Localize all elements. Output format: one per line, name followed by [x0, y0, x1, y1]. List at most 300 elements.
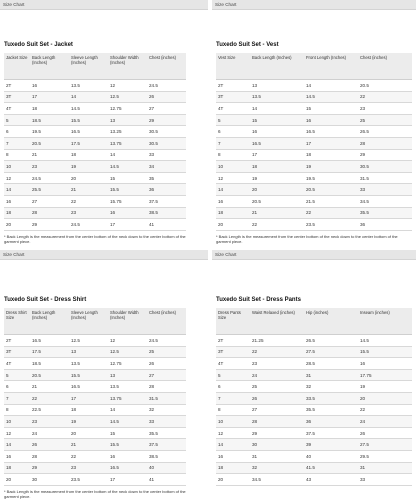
table-cell: 21 — [250, 207, 304, 219]
table-row — [4, 161, 186, 173]
table-cell: 13.75 — [108, 392, 147, 404]
table-cell: 24.5 — [147, 80, 186, 92]
table-cell: 2T — [216, 80, 250, 92]
table-cell: 14.5 — [69, 103, 108, 115]
table-row — [4, 462, 186, 474]
vest-note: * Back Length is the measurement from the center bottom of the neck down to the center bottom of the garment piece. — [216, 233, 398, 244]
table-cell: 18 — [4, 462, 30, 474]
table-cell: 16.5 — [69, 126, 108, 138]
table-cell: 16.5 — [250, 137, 304, 149]
table-cell: 22.5 — [30, 404, 69, 416]
table-cell: 26 — [30, 439, 69, 451]
table-cell: 38.5 — [147, 207, 186, 219]
table-row — [216, 126, 412, 138]
table-row — [216, 219, 412, 231]
column-header: Inseam (inches) — [358, 308, 412, 335]
table-cell: 40 — [147, 462, 186, 474]
column-header: Sleeve Length (Inches) — [69, 308, 108, 335]
table-cell: 25 — [250, 381, 304, 393]
table-cell: 21 — [69, 184, 108, 196]
table-cell: 13 — [250, 80, 304, 92]
table-cell: 19.5 — [304, 172, 358, 184]
table-cell: 33 — [147, 416, 186, 428]
table-cell: 3T — [216, 346, 250, 358]
table-cell: 18 — [69, 404, 108, 416]
table-row — [216, 195, 412, 207]
table-cell: 21.5 — [304, 195, 358, 207]
table-cell: 5 — [216, 369, 250, 381]
table-cell: 13.75 — [108, 137, 147, 149]
table-row — [216, 137, 412, 149]
table-cell: 12 — [108, 335, 147, 347]
table-cell: 27 — [30, 195, 69, 207]
table-cell: 13.5 — [69, 80, 108, 92]
table-row — [4, 103, 186, 115]
column-header: Chest (inches) — [147, 308, 186, 335]
table-row — [216, 149, 412, 161]
column-header: Back Length (Inches) — [30, 308, 69, 335]
table-cell: 30.5 — [147, 137, 186, 149]
table-cell: 26.5 — [358, 126, 412, 138]
table-cell: 2T — [216, 335, 250, 347]
table-cell: 12 — [216, 427, 250, 439]
table-cell: 20 — [250, 184, 304, 196]
table-cell: 35.5 — [358, 207, 412, 219]
table-row — [216, 91, 412, 103]
table-cell: 24.5 — [147, 335, 186, 347]
table-cell: 28.5 — [304, 358, 358, 370]
table-row — [4, 219, 186, 231]
table-cell: 17 — [108, 474, 147, 486]
table-cell: 7 — [4, 392, 30, 404]
table-cell: 28 — [358, 137, 412, 149]
table-cell: 26 — [147, 358, 186, 370]
table-cell: 20.5 — [358, 80, 412, 92]
jacket-section — [0, 0, 208, 244]
table-cell: 31 — [358, 462, 412, 474]
table-cell: 19 — [304, 161, 358, 173]
table-row — [4, 427, 186, 439]
table-cell: 29 — [30, 219, 69, 231]
table-cell: 24 — [358, 416, 412, 428]
column-header: Back Length (Inches) — [250, 53, 304, 80]
table-row — [4, 114, 186, 126]
table-cell: 13 — [108, 369, 147, 381]
table-cell: 28 — [147, 381, 186, 393]
table-cell: 23 — [69, 207, 108, 219]
table-cell: 14 — [216, 184, 250, 196]
table-cell: 38.5 — [147, 450, 186, 462]
table-row — [216, 103, 412, 115]
table-cell: 16 — [30, 80, 69, 92]
table-cell: 26 — [358, 427, 412, 439]
table-cell: 8 — [4, 404, 30, 416]
jacket-note: * Back Length is the measurement from the center bottom of the neck down to the center bottom of the garment piece. — [4, 233, 186, 244]
table-cell: 39 — [304, 439, 358, 451]
table-cell: 28 — [30, 450, 69, 462]
table-cell: 27 — [147, 369, 186, 381]
table-cell: 32 — [250, 462, 304, 474]
table-cell: 10 — [4, 161, 30, 173]
table-row — [216, 474, 412, 486]
table-cell: 16 — [250, 126, 304, 138]
table-cell: 16 — [304, 114, 358, 126]
column-header: Sleeve Length (Inches) — [69, 53, 108, 80]
table-row — [4, 207, 186, 219]
table-cell: 2T — [4, 80, 30, 92]
table-cell: 23 — [358, 103, 412, 115]
table-cell: 23 — [250, 358, 304, 370]
column-header: Shoulder Width (Inches) — [108, 53, 147, 80]
table-cell: 28 — [30, 207, 69, 219]
table-cell: 35 — [147, 172, 186, 184]
table-cell: 35.5 — [147, 427, 186, 439]
table-row — [4, 450, 186, 462]
table-row — [4, 335, 186, 347]
table-cell: 5 — [216, 114, 250, 126]
table-cell: 20.5 — [304, 184, 358, 196]
table-cell: 27.5 — [304, 346, 358, 358]
table-cell: 30.5 — [147, 126, 186, 138]
table-cell: 16 — [4, 450, 30, 462]
table-cell: 15.5 — [358, 346, 412, 358]
table-row — [216, 416, 412, 428]
table-cell: 40 — [304, 450, 358, 462]
table-cell: 21 — [30, 381, 69, 393]
table-cell: 41.5 — [304, 462, 358, 474]
table-cell: 22 — [250, 219, 304, 231]
vest-section — [212, 0, 416, 244]
table-cell: 16 — [358, 358, 412, 370]
table-cell: 15 — [250, 114, 304, 126]
column-header: Dress Shirt Size — [4, 308, 30, 335]
table-row — [216, 450, 412, 462]
table-row — [216, 161, 412, 173]
table-cell: 29.5 — [358, 450, 412, 462]
table-cell: 24.5 — [69, 219, 108, 231]
size-chart-bar: Size Chart — [212, 0, 416, 10]
table-cell: 8 — [4, 149, 30, 161]
table-cell: 15.75 — [108, 195, 147, 207]
table-cell: 17.75 — [358, 369, 412, 381]
table-cell: 20 — [4, 474, 30, 486]
table-cell: 17.5 — [30, 346, 69, 358]
table-cell: 10 — [4, 416, 30, 428]
table-cell: 18.5 — [30, 114, 69, 126]
table-cell: 13.25 — [108, 126, 147, 138]
column-header: Chest (inches) — [147, 53, 186, 80]
table-cell: 31.5 — [358, 172, 412, 184]
table-cell: 14 — [216, 439, 250, 451]
table-row — [216, 462, 412, 474]
table-cell: 14 — [4, 184, 30, 196]
table-cell: 15.5 — [69, 114, 108, 126]
table-row — [4, 346, 186, 358]
column-header: Front Length (Inches) — [304, 53, 358, 80]
table-cell: 18 — [250, 161, 304, 173]
table-cell: 13 — [69, 346, 108, 358]
table-cell: 23.5 — [304, 219, 358, 231]
table-cell: 25 — [358, 114, 412, 126]
table-cell: 20 — [358, 392, 412, 404]
table-cell: 15 — [108, 172, 147, 184]
table-row — [4, 358, 186, 370]
table-cell: 16.5 — [30, 335, 69, 347]
table-cell: 18 — [69, 149, 108, 161]
table-cell: 22 — [358, 404, 412, 416]
table-cell: 5 — [4, 114, 30, 126]
shirt-table — [4, 308, 186, 486]
table-cell: 15.5 — [108, 184, 147, 196]
table-cell: 17 — [69, 392, 108, 404]
vest-table — [216, 53, 412, 231]
table-cell: 21 — [30, 149, 69, 161]
table-row — [4, 80, 186, 92]
table-row — [216, 207, 412, 219]
table-cell: 18 — [304, 149, 358, 161]
table-cell: 18 — [216, 462, 250, 474]
table-row — [216, 439, 412, 451]
table-cell: 34.5 — [358, 195, 412, 207]
shirt-section — [0, 250, 208, 499]
table-cell: 10 — [216, 416, 250, 428]
table-row — [4, 474, 186, 486]
column-header: Jacket Size — [4, 53, 30, 80]
table-cell: 19 — [69, 161, 108, 173]
table-cell: 14 — [108, 404, 147, 416]
table-cell: 22 — [30, 392, 69, 404]
table-cell: 19.5 — [30, 126, 69, 138]
table-cell: 22 — [69, 195, 108, 207]
table-cell: 14.5 — [358, 335, 412, 347]
table-cell: 12 — [108, 80, 147, 92]
table-cell: 18 — [4, 207, 30, 219]
pants-table — [216, 308, 412, 486]
table-cell: 4T — [4, 358, 30, 370]
table-cell: 30 — [30, 474, 69, 486]
size-chart-bar: Size Chart — [212, 250, 416, 260]
jacket-table — [4, 53, 186, 231]
jacket-title: Tuxedo Suit Set - Jacket — [4, 42, 73, 48]
table-cell: 20 — [216, 219, 250, 231]
table-cell: 15.5 — [69, 369, 108, 381]
table-cell: 16 — [108, 450, 147, 462]
table-row — [4, 392, 186, 404]
table-cell: 37.5 — [304, 427, 358, 439]
table-cell: 5 — [4, 369, 30, 381]
table-cell: 12.75 — [108, 358, 147, 370]
table-cell: 12 — [216, 172, 250, 184]
table-cell: 37.5 — [147, 195, 186, 207]
table-row — [216, 369, 412, 381]
table-cell: 21.25 — [250, 335, 304, 347]
table-cell: 25 — [147, 346, 186, 358]
table-row — [216, 427, 412, 439]
table-cell: 29 — [250, 427, 304, 439]
table-cell: 12 — [4, 172, 30, 184]
table-cell: 14.5 — [304, 91, 358, 103]
table-row — [4, 369, 186, 381]
table-cell: 12.5 — [69, 335, 108, 347]
table-cell: 4T — [216, 358, 250, 370]
table-cell: 29 — [147, 114, 186, 126]
table-cell: 17 — [304, 137, 358, 149]
table-cell: 23 — [69, 462, 108, 474]
table-cell: 20.5 — [30, 137, 69, 149]
table-cell: 10 — [216, 161, 250, 173]
table-cell: 12.5 — [108, 91, 147, 103]
table-cell: 8 — [216, 404, 250, 416]
table-cell: 24.5 — [30, 172, 69, 184]
table-cell: 14 — [250, 103, 304, 115]
table-cell: 23 — [30, 416, 69, 428]
table-row — [4, 404, 186, 416]
table-cell: 16 — [216, 195, 250, 207]
table-row — [216, 346, 412, 358]
table-cell: 4T — [4, 103, 30, 115]
table-cell: 13.5 — [250, 91, 304, 103]
table-cell: 22 — [358, 91, 412, 103]
table-cell: 36 — [358, 219, 412, 231]
table-cell: 36 — [147, 184, 186, 196]
pants-title: Tuxedo Suit Set - Dress Pants — [216, 297, 301, 303]
table-cell: 20 — [69, 427, 108, 439]
table-row — [4, 91, 186, 103]
table-cell: 33.5 — [304, 392, 358, 404]
table-cell: 14 — [304, 80, 358, 92]
table-cell: 14.5 — [108, 416, 147, 428]
table-cell: 27.5 — [358, 439, 412, 451]
shirt-title: Tuxedo Suit Set - Dress Shirt — [4, 297, 87, 303]
table-cell: 17.5 — [69, 137, 108, 149]
table-cell: 25.5 — [30, 184, 69, 196]
table-cell: 23 — [30, 161, 69, 173]
table-row — [216, 335, 412, 347]
table-cell: 27 — [250, 404, 304, 416]
table-cell: 14.5 — [108, 161, 147, 173]
table-cell: 17 — [30, 91, 69, 103]
column-header: Vest Size — [216, 53, 250, 80]
table-cell: 18 — [216, 207, 250, 219]
table-row — [4, 172, 186, 184]
table-cell: 31.5 — [147, 392, 186, 404]
table-cell: 41 — [147, 474, 186, 486]
pants-section — [212, 250, 416, 486]
vest-title: Tuxedo Suit Set - Vest — [216, 42, 279, 48]
table-cell: 13.5 — [108, 381, 147, 393]
table-cell: 6 — [216, 126, 250, 138]
table-header-row — [216, 53, 412, 80]
table-row — [216, 172, 412, 184]
table-cell: 16.5 — [304, 126, 358, 138]
table-row — [216, 114, 412, 126]
table-cell: 33 — [358, 184, 412, 196]
table-cell: 7 — [216, 392, 250, 404]
table-row — [4, 195, 186, 207]
table-cell: 8 — [216, 149, 250, 161]
table-cell: 27 — [147, 103, 186, 115]
table-header-row — [4, 53, 186, 80]
column-header: Dress Pants Size — [216, 308, 250, 335]
table-cell: 6 — [4, 381, 30, 393]
table-cell: 21 — [69, 439, 108, 451]
size-chart-bar: Size Chart — [0, 250, 208, 260]
table-cell: 16.5 — [108, 462, 147, 474]
table-cell: 22 — [250, 346, 304, 358]
table-row — [4, 149, 186, 161]
table-row — [216, 358, 412, 370]
table-cell: 16 — [216, 450, 250, 462]
table-cell: 12.75 — [108, 103, 147, 115]
table-cell: 36 — [304, 416, 358, 428]
table-cell: 16 — [4, 195, 30, 207]
table-cell: 12 — [4, 427, 30, 439]
table-cell: 19 — [358, 381, 412, 393]
table-cell: 23.5 — [69, 474, 108, 486]
table-cell: 4T — [216, 103, 250, 115]
table-cell: 16 — [108, 207, 147, 219]
table-cell: 29 — [30, 462, 69, 474]
table-cell: 16.5 — [69, 381, 108, 393]
table-cell: 24 — [250, 369, 304, 381]
table-cell: 20 — [4, 219, 30, 231]
table-cell: 15.5 — [108, 439, 147, 451]
table-header-row — [216, 308, 412, 335]
table-cell: 2T — [4, 335, 30, 347]
table-cell: 7 — [4, 137, 30, 149]
table-cell: 17 — [108, 219, 147, 231]
table-cell: 18 — [30, 103, 69, 115]
table-cell: 30 — [250, 439, 304, 451]
column-header: Shoulder Width (Inches) — [108, 308, 147, 335]
table-cell: 15 — [108, 427, 147, 439]
table-cell: 32 — [304, 381, 358, 393]
table-cell: 33 — [147, 149, 186, 161]
table-cell: 3T — [216, 91, 250, 103]
table-row — [216, 381, 412, 393]
table-cell: 6 — [216, 381, 250, 393]
table-row — [4, 381, 186, 393]
table-cell: 26.5 — [304, 335, 358, 347]
table-cell: 30.5 — [358, 161, 412, 173]
table-cell: 6 — [4, 126, 30, 138]
table-cell: 33 — [358, 474, 412, 486]
table-cell: 14 — [69, 91, 108, 103]
table-row — [4, 439, 186, 451]
table-cell: 41 — [147, 219, 186, 231]
table-cell: 34.5 — [250, 474, 304, 486]
table-cell: 29 — [358, 149, 412, 161]
column-header: Chest (inches) — [358, 53, 412, 80]
table-cell: 12.5 — [108, 346, 147, 358]
table-row — [216, 404, 412, 416]
table-header-row — [4, 308, 186, 335]
table-cell: 26 — [250, 392, 304, 404]
table-cell: 19 — [69, 416, 108, 428]
table-row — [4, 137, 186, 149]
column-header: Back Length (Inches) — [30, 53, 69, 80]
table-cell: 35.5 — [304, 404, 358, 416]
table-cell: 13.5 — [69, 358, 108, 370]
table-row — [216, 392, 412, 404]
table-row — [216, 184, 412, 196]
table-cell: 43 — [304, 474, 358, 486]
table-cell: 20 — [69, 172, 108, 184]
table-cell: 34 — [147, 161, 186, 173]
table-row — [4, 184, 186, 196]
table-cell: 20.5 — [30, 369, 69, 381]
table-cell: 17 — [250, 149, 304, 161]
